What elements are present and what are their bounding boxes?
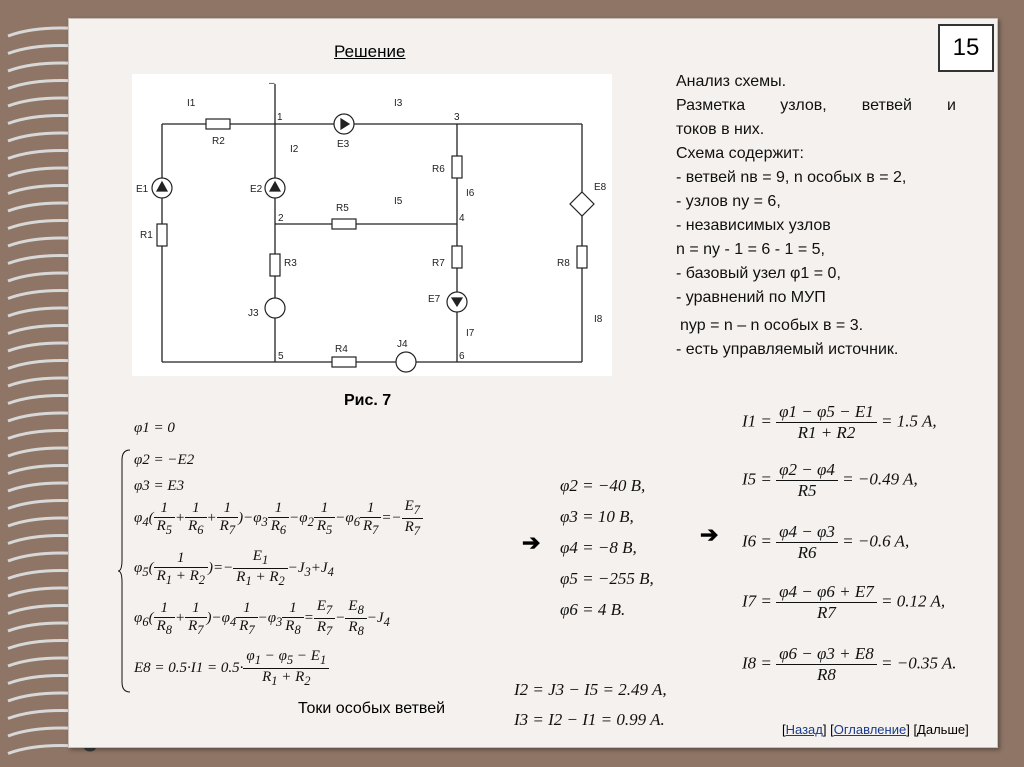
equation-phi1: φ1 = 0 [134,420,175,436]
analysis-line: - есть управляемый источник. [676,341,899,358]
current-i5: I5 = $\frac{\varphi 2 - \varphi 4}{R5}$ = −0.49 A, [742,460,918,500]
result-phi2: φ2 = −40 В, [560,476,646,495]
svg-text:E3: E3 [337,139,350,150]
arrow-icon: ➔ [700,522,719,547]
analysis-line: Разметка узлов, ветвей и [676,97,956,114]
svg-text:E7: E7 [428,294,441,305]
slide-number: 15 [938,24,994,72]
analysis-line: Схема содержит: [676,145,804,162]
current-i1: I1 = $\frac{\varphi 1 - \varphi 5 - E1}{R1 + R2}$ = 1.5 A, [742,402,937,442]
analysis-line: - независимых узлов [676,217,831,234]
svg-text:E2: E2 [250,184,263,195]
svg-text:J4: J4 [397,339,408,350]
svg-text:5: 5 [278,351,284,362]
current-i8: I8 = $\frac{\varphi 6 - \varphi 3 + E8}{R8}$ = −0.35 A. [742,644,957,684]
analysis-text [676,70,956,362]
equation-e8: E8 = 0.5·I1 = 0.5· $\frac{\varphi_1 - \varphi_5 - E_1}{R_1 + R_2}$ [134,648,329,689]
equation-phi6: $\varphi_6$( $\frac{1}{R_8}$ + $\frac{1}{R_7}$ )$-\varphi_4$ $\frac{1}{R_7}$ $-\varphi_3$ $\frac{1}{R_8}$ = $\frac{E_7}{R_7}$ − $\frac{E_8}{R_8}$ $-J_4$ [134,598,390,638]
svg-text:2: 2 [278,213,284,224]
current-i6: I6 = $\frac{\varphi 4 - \varphi 3}{R6}$ = −0.6 A, [742,522,910,562]
equation-phi2: φ2 = −E2 [134,452,195,468]
equation-phi5: $\varphi_5$( $\frac{1}{R_1 + R_2}$ )=− $\frac{E_1}{R_1 + R_2}$ $-J_3+J_4$ [134,548,334,588]
analysis-line: n = nу - 1 = 6 - 1 = 5, [676,241,825,258]
svg-text:4: 4 [459,213,465,224]
result-phi4: φ4 = −8 В, [560,538,637,557]
system-brace [118,448,132,694]
current-i7: I7 = $\frac{\varphi 4 - \varphi 6 + E7}{R7}$ = 0.12 A, [742,582,946,622]
equation-phi4: $\varphi_4$( $\frac{1}{R_5}$ + $\frac{1}{R_6}$ + $\frac{1}{R_7}$ )$-\varphi_3$ $\frac{1}{R_6}$ $-\varphi_2$ $\frac{1}{R_5}$ $-\varphi_6$ $\frac{1}{R_7}$ =− $\frac{E_7}{R_7}$ [134,498,423,539]
equation-phi3: φ3 = E3 [134,478,185,494]
analysis-line: - базовый узел φ1 = 0, [676,265,841,282]
svg-text:6: 6 [459,351,465,362]
svg-text:I3: I3 [394,98,403,109]
svg-text:R2: R2 [212,136,225,147]
svg-text:R6: R6 [432,164,445,175]
slide-navigation: [Назад] [Оглавление] [Дальше] [782,722,969,737]
svg-text:R1: R1 [140,230,153,241]
analysis-line: - узлов nу = 6, [676,193,781,210]
svg-text:I6: I6 [466,188,475,199]
svg-text:1: 1 [277,112,283,123]
circuit-diagram [132,74,612,376]
contents-link[interactable]: Оглавление [833,722,907,737]
svg-text:–: – [269,78,275,89]
svg-text:I8: I8 [594,314,603,325]
svg-text:I1: I1 [187,98,196,109]
arrow-icon: ➔ [522,530,541,555]
svg-text:E8: E8 [594,182,607,193]
result-phi6: φ6 = 4 В. [560,600,626,619]
result-phi3: φ3 = 10 В, [560,507,634,526]
svg-text:I5: I5 [394,196,403,207]
special-branches-caption: Токи особых ветвей [298,700,446,717]
current-i3: I3 = I2 − I1 = 0.99 A. [514,710,665,729]
svg-text:I7: I7 [466,328,475,339]
analysis-line: - уравнений по МУП [676,289,826,306]
back-link[interactable]: Назад [785,722,823,737]
current-i2: I2 = J3 − I5 = 2.49 A, [514,680,667,699]
equation-system [118,448,498,694]
svg-text:R3: R3 [284,258,297,269]
result-phi5: φ5 = −255 В, [560,569,654,588]
svg-text:R7: R7 [432,258,445,269]
page-title: Решение [334,42,406,61]
analysis-line: токов в них. [676,121,765,138]
svg-text:J3: J3 [248,308,259,319]
svg-text:R4: R4 [335,344,348,355]
analysis-line: nур = n – n особых в = 3. [680,317,864,334]
svg-text:E1: E1 [136,184,149,195]
svg-text:R8: R8 [557,258,570,269]
analysis-line: - ветвей nв = 9, n особых в = 2, [676,169,907,186]
figure-caption: Рис. 7 [344,392,392,409]
svg-text:R5: R5 [336,203,349,214]
next-link[interactable]: [Дальше] [913,722,969,737]
analysis-line: Анализ схемы. [676,73,787,90]
svg-text:3: 3 [454,112,460,123]
svg-text:I2: I2 [290,144,299,155]
